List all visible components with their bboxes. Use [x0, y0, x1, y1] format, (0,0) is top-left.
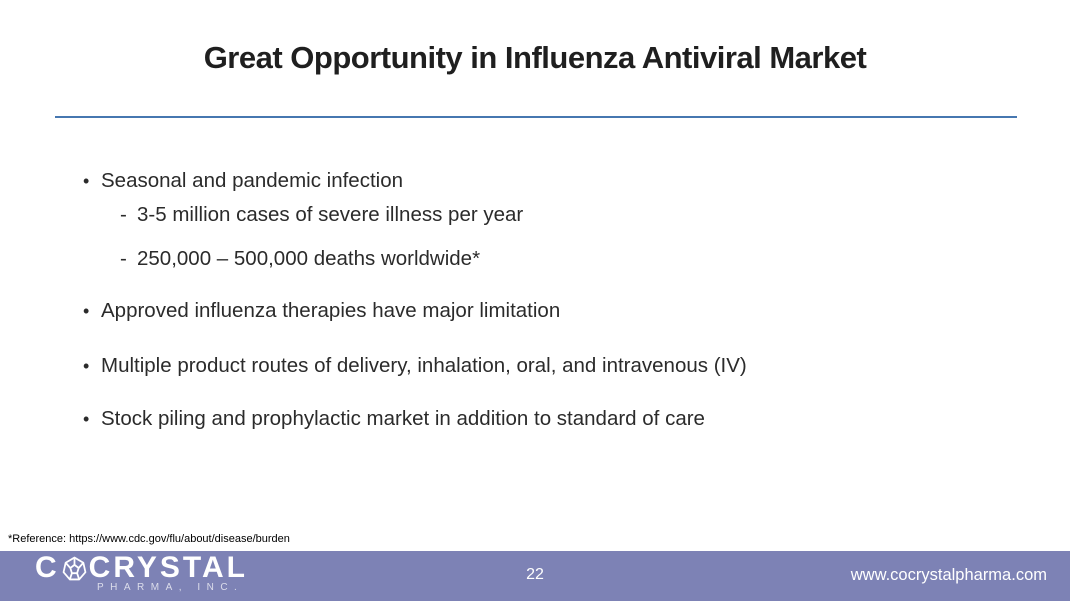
sub-bullet-text: 250,000 – 500,000 deaths worldwide* [137, 247, 481, 270]
footer-bar [0, 551, 1070, 601]
bullet-icon: • [83, 301, 90, 321]
bullet-icon: • [83, 356, 90, 376]
logo-subtext: PHARMA, INC. [97, 582, 244, 593]
logo-wordmark [35, 552, 248, 584]
page-number: 22 [526, 566, 544, 583]
bullet-icon: • [83, 409, 90, 429]
bullet-item [83, 354, 747, 378]
bullet-text: Stock piling and prophylactic market in addition to standard of care [101, 407, 705, 430]
bullet-item [83, 169, 403, 193]
bullet-item [83, 407, 705, 431]
reference-footnote: *Reference: https://www.cdc.gov/flu/about/disease/burden [8, 533, 290, 545]
cocrystal-logo [35, 552, 248, 593]
bullet-icon: • [83, 171, 90, 191]
footer-website: www.cocrystalpharma.com [850, 566, 1047, 584]
bullet-item [83, 299, 560, 323]
sub-bullet-item [120, 247, 480, 271]
dash-icon: - [120, 247, 127, 270]
bullet-text: Seasonal and pandemic infection [101, 169, 404, 192]
logo-letter-c: C [35, 551, 60, 584]
dash-icon: - [120, 203, 127, 226]
crystal-gem-icon [62, 556, 87, 581]
bullet-text: Approved influenza therapies have major limitation [101, 299, 561, 322]
logo-word-crystal: CRYSTAL [88, 551, 248, 584]
title-divider [55, 116, 1017, 118]
bullet-text: Multiple product routes of delivery, inhalation, oral, and intravenous (IV) [101, 354, 747, 377]
sub-bullet-text: 3-5 million cases of severe illness per year [137, 203, 524, 226]
page-title: Great Opportunity in Influenza Antiviral Market [203, 40, 867, 75]
sub-bullet-item [120, 203, 523, 227]
